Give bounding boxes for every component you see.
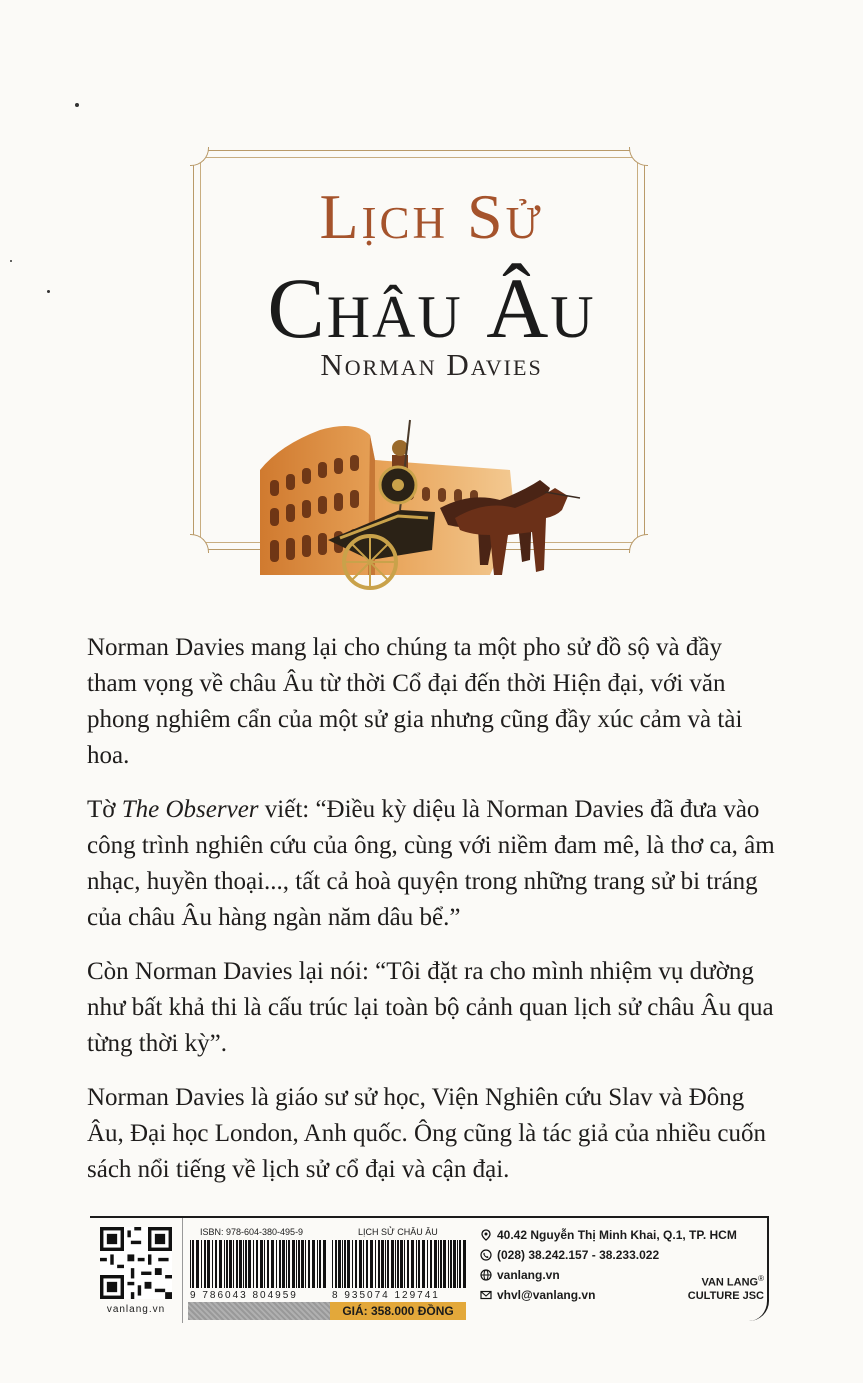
barcode-bar	[298, 1240, 300, 1288]
blurb-paragraph-4	[87, 1080, 777, 1188]
blurb-paragraph-3	[87, 954, 777, 1062]
barcode-bar	[201, 1240, 202, 1288]
barcode-bar	[239, 1240, 242, 1288]
barcode-bar	[400, 1240, 403, 1288]
barcode-bar	[391, 1240, 394, 1288]
registered-mark: ®	[758, 1274, 764, 1283]
barcode-bar	[215, 1240, 217, 1288]
barcode-bar	[335, 1240, 337, 1288]
barcode-bar	[387, 1240, 389, 1288]
barcode-bar	[260, 1240, 263, 1288]
barcode-bar	[224, 1240, 225, 1288]
barcode-bar	[271, 1240, 274, 1288]
globe-icon	[480, 1269, 492, 1281]
barcode-bar	[366, 1240, 368, 1288]
barcode-bar	[385, 1240, 386, 1288]
gray-band	[188, 1302, 330, 1320]
barcode-bar	[296, 1240, 297, 1288]
barcode-bar	[381, 1240, 384, 1288]
barcode-bar	[301, 1240, 304, 1288]
barcode-bar	[264, 1240, 265, 1288]
qr-caption: vanlang.vn	[106, 1304, 166, 1315]
barcode-bar	[438, 1240, 439, 1288]
barcode-bar	[430, 1240, 432, 1288]
barcode-bar	[253, 1240, 254, 1288]
blurb-paragraph-1	[87, 630, 777, 774]
blurb-paragraph-2	[87, 792, 777, 936]
barcode-bar	[323, 1240, 326, 1288]
barcode-bar	[463, 1240, 466, 1288]
barcode-bar	[196, 1240, 199, 1288]
speck	[75, 103, 79, 107]
barcode-bar	[317, 1240, 318, 1288]
barcode-bar	[229, 1240, 232, 1288]
blurb-text-4: Norman Davies là giáo sư sử học, Viện Nghiên cứu Slav và Đông Âu, Đại học London, Anh quốc. Ông cũng là tác giả của nhiều cuốn sách nổi tiếng về lịch sử cổ đại và cận đại.	[87, 1084, 766, 1183]
barcode-bar	[267, 1240, 269, 1288]
publisher-suffix: CULTURE JSC	[687, 1289, 764, 1302]
isbn-barcode	[188, 1240, 328, 1288]
phone-line	[480, 1248, 659, 1262]
barcode-bar	[212, 1240, 213, 1288]
barcode-bar	[338, 1240, 341, 1288]
product-barcode-digits: 8 935074 129741	[332, 1290, 440, 1301]
barcode-bar	[319, 1240, 321, 1288]
barcode-bar	[411, 1240, 414, 1288]
barcode-bar	[204, 1240, 206, 1288]
blurb-text-2	[87, 792, 777, 936]
address-text: 40.42 Nguyễn Thị Minh Khai, Q.1, TP. HCM	[497, 1228, 737, 1242]
book-title-line1: Lịch Sử	[319, 181, 544, 252]
barcode-bar	[192, 1240, 194, 1288]
barcode-bar	[422, 1240, 425, 1288]
barcode-bar	[407, 1240, 409, 1288]
blurb-prefix: Tờ	[87, 796, 122, 823]
barcode-bar	[427, 1240, 428, 1288]
barcode-bar	[226, 1240, 228, 1288]
barcode-bar	[352, 1240, 353, 1288]
barcode-bar	[248, 1240, 251, 1288]
barcode-bar	[344, 1240, 346, 1288]
book-title-line2: Châu Âu	[267, 260, 596, 356]
barcode-bar	[363, 1240, 364, 1288]
barcode-bar	[404, 1240, 405, 1288]
barcode-bar	[243, 1240, 244, 1288]
blurb-text-1: Norman Davies mang lại cho chúng ta một pho sử đồ sộ và đầy tham vọng về châu Âu từ thời Cổ đại đến thời Hiện đại, với văn phong nghiêm cẩn của một sử gia nhưng cũng đầy xúc cảm và tài hoa.	[87, 634, 743, 769]
back-cover-strip	[90, 1216, 769, 1321]
barcode-bar	[207, 1240, 210, 1288]
barcode-bar	[457, 1240, 458, 1288]
quote-text: viết: “Điều kỳ diệu là Norman Davies đã đưa vào công trình nghiên cứu của ông, cùng với niềm đam mê, là thơ ca, âm nhạc, huyền thoại..., tất cả hoà quyện trong những trang sử bi tráng của châu Âu hàng ngàn năm dâu bể.”	[87, 796, 775, 931]
barcode-bar	[236, 1240, 238, 1288]
barcode-bar	[288, 1240, 290, 1288]
barcode-bar	[370, 1240, 373, 1288]
colosseum-chariot-illustration	[250, 400, 610, 600]
barcode-bar	[397, 1240, 399, 1288]
barcode-bar	[190, 1240, 191, 1288]
publisher-name: VAN LANG	[701, 1276, 759, 1289]
barcode-bar	[395, 1240, 396, 1288]
barcode-bar	[286, 1240, 287, 1288]
barcode-bar	[219, 1240, 222, 1288]
book-title-label: LỊCH SỬ CHÂU ÂU	[358, 1227, 438, 1237]
website-text[interactable]: vanlang.vn	[497, 1268, 560, 1282]
barcode-bar	[332, 1240, 333, 1288]
author-name: Norman Davies	[320, 347, 543, 382]
website-line	[480, 1268, 560, 1282]
barcode-bar	[416, 1240, 417, 1288]
barcode-bar	[378, 1240, 380, 1288]
product-barcode	[330, 1240, 470, 1288]
barcode-bar	[305, 1240, 306, 1288]
barcode-bar	[440, 1240, 442, 1288]
barcode-bar	[256, 1240, 258, 1288]
phone-text: (028) 38.242.157 - 38.233.022	[497, 1248, 660, 1262]
email-text[interactable]: vhvl@vanlang.vn	[497, 1288, 596, 1302]
barcode-bar	[359, 1240, 362, 1288]
barcode-bar	[276, 1240, 277, 1288]
isbn-barcode-digits: 9 786043 804959	[190, 1290, 298, 1301]
barcode-bar	[355, 1240, 357, 1288]
location-pin-icon	[480, 1229, 492, 1241]
address-line	[480, 1228, 737, 1242]
isbn-label: ISBN: 978-604-380-495-9	[200, 1227, 304, 1237]
barcode-bar	[347, 1240, 350, 1288]
barcode-bar	[434, 1240, 437, 1288]
barcode-bar	[418, 1240, 420, 1288]
barcode-bar	[308, 1240, 310, 1288]
publisher-logo	[668, 1272, 764, 1303]
barcode-bar	[279, 1240, 281, 1288]
barcode-bar	[312, 1240, 315, 1288]
email-line	[480, 1288, 595, 1302]
phone-icon	[480, 1249, 492, 1261]
barcode-bar	[245, 1240, 247, 1288]
blurb-text-3: Còn Norman Davies lại nói: “Tôi đặt ra cho mình nhiệm vụ dường như bất khả thi là cấu trúc lại toàn bộ cảnh quan lịch sử châu Âu qua từng thời kỳ”.	[87, 958, 774, 1057]
mail-icon	[480, 1289, 492, 1301]
barcode-bar	[282, 1240, 285, 1288]
price-label: GIÁ: 358.000 ĐỒNG	[330, 1302, 466, 1320]
qr-section	[90, 1218, 183, 1323]
barcode-bar	[448, 1240, 449, 1288]
barcode-bar	[450, 1240, 452, 1288]
barcode-bar	[375, 1240, 376, 1288]
barcode-bar	[453, 1240, 456, 1288]
source-name: The Observer	[121, 796, 259, 823]
barcode-bar	[443, 1240, 446, 1288]
qr-code[interactable]	[100, 1227, 172, 1299]
barcode-bar	[342, 1240, 343, 1288]
barcode-bar	[233, 1240, 234, 1288]
barcode-bar	[292, 1240, 295, 1288]
barcode-bar	[459, 1240, 461, 1288]
